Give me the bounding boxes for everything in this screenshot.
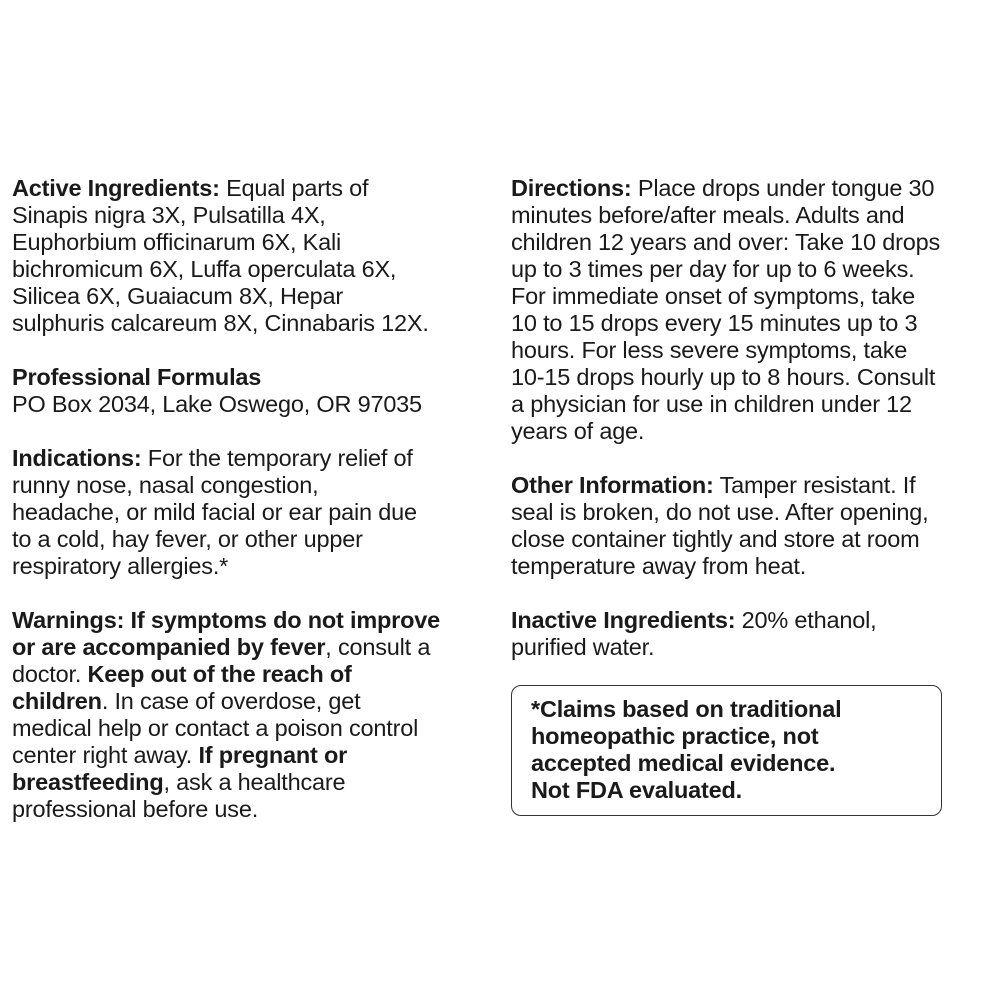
other-information-line: close container tightly and store at room	[511, 526, 920, 552]
other-information-line: temperature away from heat.	[511, 553, 807, 579]
indications-line: runny nose, nasal congestion,	[12, 472, 319, 498]
company-name: Professional Formulas	[12, 364, 262, 390]
directions-label: Directions:	[511, 175, 632, 201]
directions-line: For immediate onset of symptoms, take	[511, 283, 915, 309]
indications-label: Indications:	[12, 445, 142, 471]
claims-line: *Claims based on traditional	[531, 696, 842, 722]
inactive-ingredients-line: purified water.	[511, 634, 655, 660]
active-ingredients-line: sulphuris calcareum 8X, Cinnabaris 12X.	[12, 310, 429, 336]
other-information-line: seal is broken, do not use. After opening,	[511, 499, 929, 525]
warnings-label: Warnings: If symptoms do not improve	[12, 607, 441, 633]
directions-line: children 12 years and over: Take 10 drops	[511, 229, 940, 255]
inactive-ingredients-label: Inactive Ingredients:	[511, 607, 736, 633]
claims-line: Not FDA evaluated.	[531, 777, 742, 803]
directions-line: 10-15 drops hourly up to 8 hours. Consult	[511, 364, 936, 390]
indications-line: respiratory allergies.*	[12, 553, 229, 579]
directions-line: up to 3 times per day for up to 6 weeks.	[511, 256, 915, 282]
directions-line: 10 to 15 drops every 15 minutes up to 3	[511, 310, 918, 336]
directions-line: hours. For less severe symptoms, take	[511, 337, 908, 363]
active-ingredients-line: Sinapis nigra 3X, Pulsatilla 4X,	[12, 202, 326, 228]
inactive-ingredients-section: Inactive Ingredients: 20% ethanol, purified water.	[511, 607, 993, 661]
active-ingredients-line: Euphorbium officinarum 6X, Kali	[12, 229, 342, 255]
claims-disclaimer-box	[511, 685, 942, 816]
active-ingredients-line: bichromicum 6X, Luffa operculata 6X,	[12, 256, 397, 282]
right-column	[511, 175, 993, 816]
indications-line: headache, or mild facial or ear pain due	[12, 499, 417, 525]
indications-line: to a cold, hay fever, or other upper	[12, 526, 363, 552]
directions-line: years of age.	[511, 418, 645, 444]
claims-line: accepted medical evidence.	[531, 750, 836, 776]
company-address: PO Box 2034, Lake Oswego, OR 97035	[12, 391, 422, 417]
directions-section: Directions: Place drops under tongue 30 minutes before/after meals. Adults and children 12 years and over: Take 10 drops up to 3 times per day for up to 6 weeks. For immediate onset of symptoms, take 10 to 15 drops every 15 minutes up to 3 hours. For less severe symptoms, take 10-15 drops hourly up to 8 hours. Consult a physician for use in children under 12 years of age.	[511, 175, 993, 445]
active-ingredients-label: Active Ingredients:	[12, 175, 220, 201]
indications-section: Indications: For the temporary relief of runny nose, nasal congestion, headache, or mild facial or ear pain due to a cold, hay fever, or other upper respiratory allergies.*	[12, 445, 494, 580]
warnings-section: Warnings: If symptoms do not improve or are accompanied by fever, consult a doctor. Keep out of the reach of children. In case of overdose, get medical help or contact a poison control center right away. If pregnant or breastfeeding, ask a healthcare professional before use.	[12, 607, 494, 823]
active-ingredients-section: Active Ingredients: Equal parts of Sinapis nigra 3X, Pulsatilla 4X, Euphorbium officinarum 6X, Kali bichromicum 6X, Luffa operculata 6X, Silicea 6X, Guaiacum 8X, Hepar sulphuris calcareum 8X, Cinnabaris 12X.	[12, 175, 494, 337]
left-column	[12, 175, 494, 850]
company-section	[12, 364, 494, 418]
other-information-section: Other Information: Tamper resistant. If seal is broken, do not use. After opening, close container tightly and store at room temperature away from heat.	[511, 472, 993, 580]
active-ingredients-line: Silicea 6X, Guaiacum 8X, Hepar	[12, 283, 343, 309]
directions-line: minutes before/after meals. Adults and	[511, 202, 905, 228]
directions-line: a physician for use in children under 12	[511, 391, 912, 417]
claims-line: homeopathic practice, not	[531, 723, 819, 749]
other-information-label: Other Information:	[511, 472, 714, 498]
